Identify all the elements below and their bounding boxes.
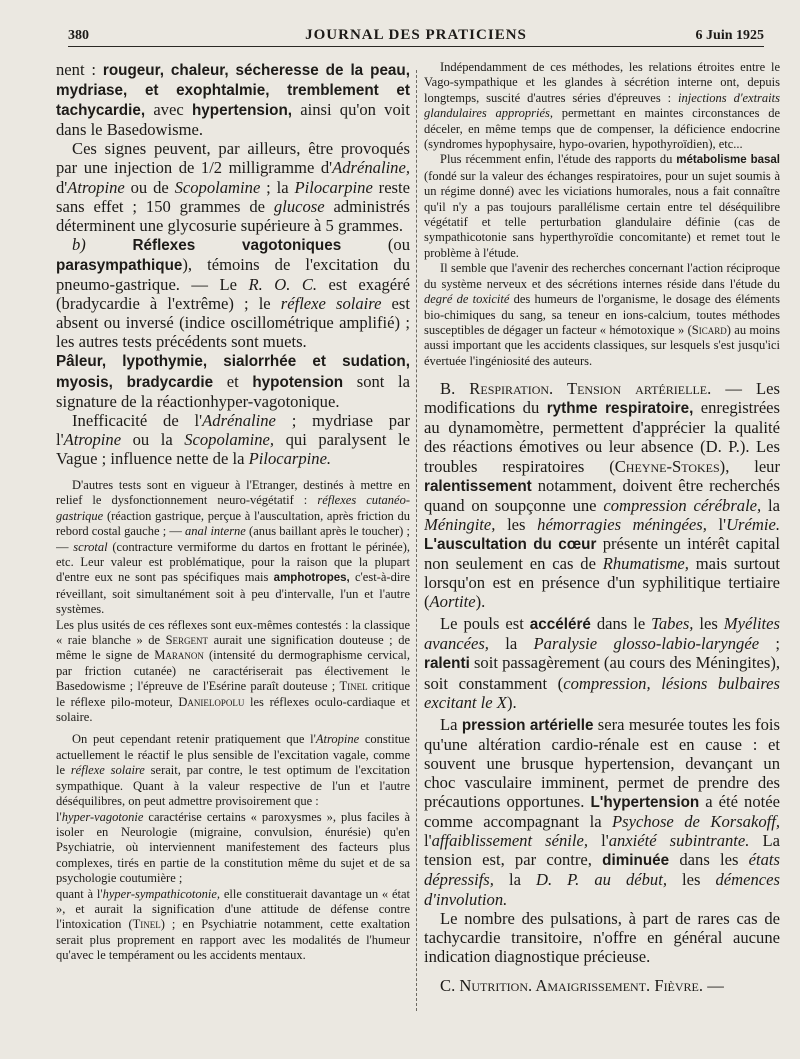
right-column	[424, 60, 780, 1059]
practical-conclusion-paragraph: On peut cependant retenir pratiquement que l'Atropine constitue actuellement le réactif le plus sensible de l'excitation vagale, comme le réflexe solaire serait, par contre, le test optimum de l'excitation sympathique. Quant à la valeur respective de l'un et l'autre déséquilibres, on peut admettre provisoirement que :	[56, 732, 410, 809]
foreign-tests-paragraph: D'autres tests sont en vigueur à l'Etranger, destinés à mettre en relief le dysfonctionnement neuro-végétatif : réflexes cutanéo-gastrique (réaction gastrique, perçue à l'auscultation, après friction du rebord costal gauche ; — anal interne (anus baillant après le toucher) ; — scrotal (contracture vermiforme du dartos en frottant le périnée), etc. Leur valeur est problématique, pour la raison que la plupart d'entre eux ne sont pas spécifiques mais amphotropes, c'est-à-dire réveillant, soit simultanément soit à peu d'intervalle, l'un et l'autre systèmes.	[56, 477, 410, 617]
drug-response-paragraph: Inefficacité de l'Adrénaline ; mydriase par l'Atropine ou la Scopolamine, qui paralysent le Vague ; influence nette de la Pilocarpine.	[56, 410, 410, 468]
pulse-count-paragraph: Le nombre des pulsations, à part de rares cas de tachycardie transitoire, n'offre en général aucune indication diagnostique précieuse.	[424, 908, 780, 966]
basal-metabolism-paragraph: Plus récemment enfin, l'étude des rapports du métabolisme basal (fondé sur la valeur des échanges respiratoires, pour un sujet soumis à un régime donné) avec les viciations humorales, nous a fait connaître qu'il n'y a pas toujours parallélisme certain entre tel déséquilibre végétatif et telle perturbation glandulaire définie (cas de sympathicotonie sans hyperthyroïdie concomitante) et remet tout le problème à l'étude.	[424, 152, 780, 260]
contested-reflexes-paragraph: Les plus usités de ces réflexes sont eux-mêmes contestés : la classique « raie blanche » de Sergent aurait une signification douteuse ; de même le signe de Maranon (intensité du dermographisme cervical, par friction cutanée) ne caractériserait pas électivement le Basedowisme ; l'épreuve de l'Esérine paraît douteuse ; Tinel critique le réflexe pilo-moteur, Danielopolu les réflexes oculo-cardiaque et solaire.	[56, 617, 410, 725]
nutrition-section-heading: C. Nutrition. Amaigrissement. Fièvre. —	[440, 975, 724, 995]
hypersympathicotonia-paragraph: quant à l'hyper-sympathicotonie, elle constituerait davantage un « état », et aurait la signification d'une attitude de défense contre l'intoxication (Tinel) ; en Psychiatrie notamment, cette exaltation serait plus proprement en rapport avec les modalités de l'humeur qu'avec le tempérament ou les accidents mentaux.	[56, 886, 410, 963]
drug-tests-paragraph: Ces signes peuvent, par ailleurs, être provoqués par une injection de 1/2 milligramme d'Adrénaline, d'Atropine ou de Scopolamine ; la Pilocarpine reste sans effet ; 150 grammes de glucose administrés déterminent une glycosurie supérieure à 5 grammes.	[56, 139, 410, 235]
column-divider	[416, 70, 417, 1011]
blood-pressure-paragraph: La pression artérielle sera mesurée toutes les fois qu'une altération cardio-rénale est en cause : et souvent une brusque hypertension, devançant un choc vasculaire imminent, permet de prendre des précautions opportunes. L'hypertension a été notée comme accompagnant la Psychose de Korsakoff, l'affaiblissement sénile, l'anxiété subintrante. La tension est, par contre, diminuée dans les états dépressifs, la D. P. au début, les démences d'involution.	[424, 714, 780, 909]
section-heading-respiration: B. Respiration. Tension artérielle.	[440, 379, 712, 399]
glandular-tests-paragraph: Indépendamment de ces méthodes, les relations étroites entre le Vago-sympathique et les glandes à sécrétion interne ont, depuis longtemps, suscité d'autres séries d'épreuves : injections d'extraits glandulaires appropriés, permettant en maintes circonstances de déceler, en même temps que de compenser, la déficience endocrine (syndromes hypophysaire, hypo-ovarien, hypothyroïdien), etc...	[424, 60, 780, 152]
sympathetic-signs-paragraph: nent : rougeur, chaleur, sécheresse de la peau, mydriase, et exophtalmie, tremblement et tachycardie, avec hypertension, ainsi qu'on voit dans le Basedowisme.	[56, 60, 410, 140]
vagotonic-reflexes-paragraph: b) Réflexes vagotoniques (ou parasympathique), témoins de l'excitation du pneumo-gastrique. — Le R. O. C. est exagéré (bradycardie à l'extrême) ; le réflexe solaire est absent ou inversé (indice oscillométrique amplifié) ; les autres tests précédents sont muets.	[56, 234, 410, 352]
respiration-section-paragraph: B. Respiration. Tension artérielle. — Les modifications du rythme respiratoire, enregistrées au dynamomètre, permettent d'apprécier la qualité des réactions émotives ou leur absence (D. P.). Les troubles respiratoires (Cheyne-Stokes), leur ralentissement notamment, doivent être recherchés quand on soupçonne une compression cérébrale, la Méningite, les hémorragies méningées, l'Urémie. L'auscultation du cœur présente un intérêt capital non seulement en cas de Rhumatisme, mais surtout lorsqu'on est en présence d'un syphilitique tertiaire (Aortite).	[424, 379, 780, 612]
hypervagotonia-paragraph: l'hyper-vagotonie caractérise certains « paroxysmes », plus faciles à isoler en Neurologie (migraine, convulsion, énurésie) qu'en Psychiatrie, où interviennent manifestement des facteurs plus complexes, tirés en partie de la constitution même du sujet et de sa psychologie coutumière ;	[56, 809, 410, 886]
journal-title: JOURNAL DES PRATICIENS	[305, 27, 527, 43]
page-number: 380	[68, 28, 89, 43]
left-column	[56, 60, 410, 1059]
issue-date: 6 Juin 1925	[695, 28, 764, 43]
vagotonic-signs-paragraph: Pâleur, lypothymie, sialorrhée et sudation, myosis, bradycardie et hypotension sont la signature de la réactionhyper-vagotonique.	[56, 353, 410, 411]
pulse-paragraph: Le pouls est accéléré dans le Tabes, les Myélites avancées, la Paralysie glosso-labio-laryngée ; ralenti soit passagèrement (au cours des Méningites), soit constamment (compression, lésions bulbaires excitant le X).	[424, 614, 780, 712]
running-header	[68, 24, 764, 47]
future-research-paragraph: Il semble que l'avenir des recherches concernant l'action réciproque du système nerveux et des sécrétions internes réside dans l'étude du degré de toxicité des humeurs de l'organisme, le dosage des éléments bio-chimiques du sang, sa teneur en ions-calcium, toutes méthodes susceptibles de dégager un facteur « hémotoxique » (Sicard) au moins aussi important que les accidents classiques, sur lesquels s'est jusqu'ici évertuée l'ingéniosité des auteurs.	[424, 261, 780, 368]
